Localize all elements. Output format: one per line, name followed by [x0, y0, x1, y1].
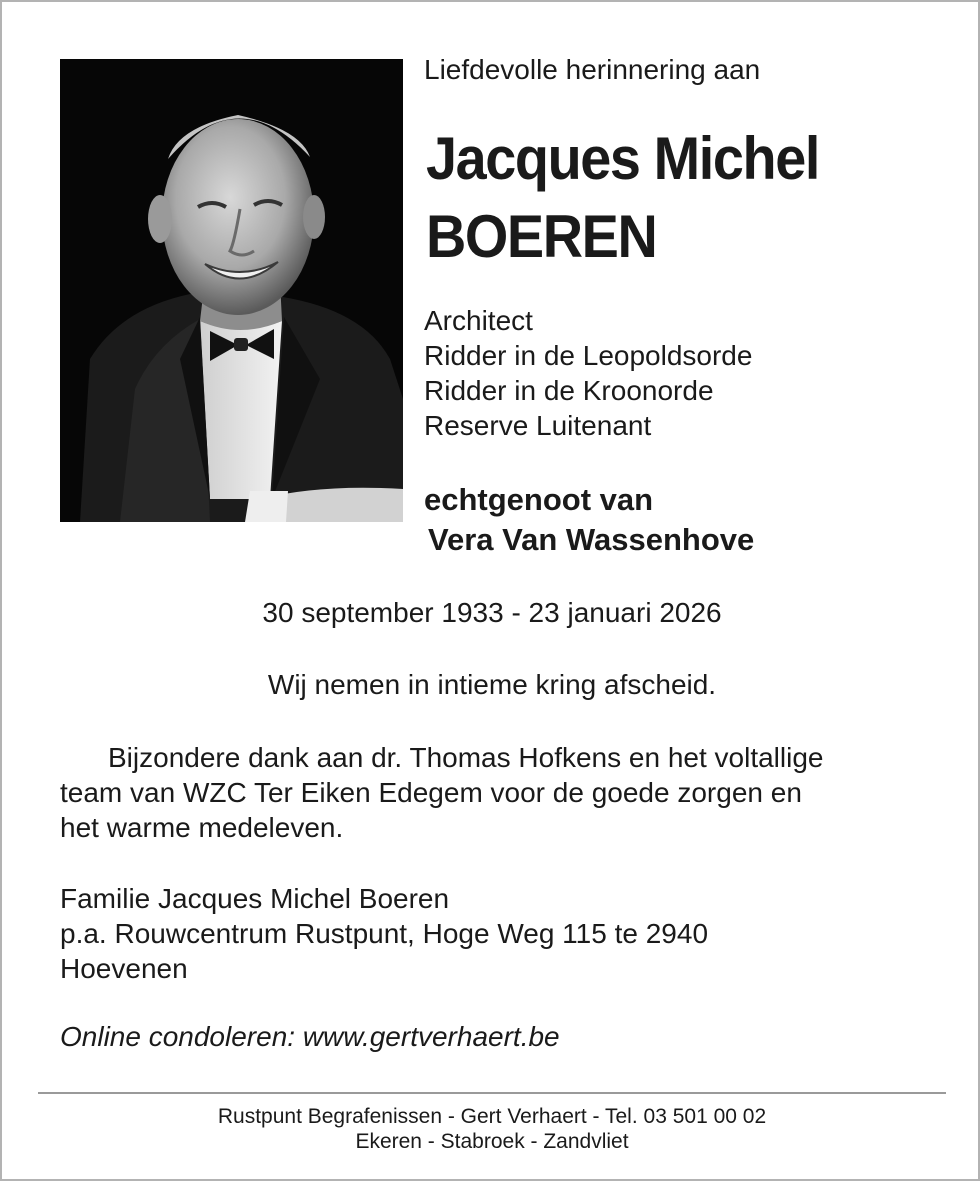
title-item: Architect [424, 305, 533, 336]
footer-line: Ekeren - Stabroek - Zandvliet [355, 1130, 629, 1153]
online-condolence-link[interactable]: Online condoleren: www.gertverhaert.be [60, 1021, 560, 1052]
family-line: Familie Jacques Michel Boeren [60, 883, 450, 914]
footer [2, 1104, 980, 1154]
spouse-name: Vera Van Wassenhove [428, 522, 755, 557]
spouse-label: echtgenoot van [424, 482, 654, 517]
family-line: p.a. Rouwcentrum Rustpunt, Hoge Weg 115 te 2940 [60, 918, 709, 949]
thanks-line: team van WZC Ter Eiken Edegem voor de goede zorgen en [60, 777, 802, 808]
thanks-line: Bijzondere dank aan dr. Thomas Hofkens en het voltallige [108, 742, 824, 773]
thanks-line: het warme medeleven. [60, 812, 344, 843]
life-dates: 30 september 1933 - 23 januari 2026 [262, 597, 722, 628]
farewell-text: Wij nemen in intieme kring afscheid. [267, 669, 717, 700]
footer-divider [38, 1092, 946, 1094]
portrait-photo [60, 59, 403, 522]
footer-line: Rustpunt Begrafenissen - Gert Verhaert - Tel. 03 501 00 02 [217, 1105, 767, 1128]
deceased-name-first: Jacques Michel [426, 125, 819, 192]
family-address [60, 881, 708, 986]
title-item: Ridder in de Kroonorde [424, 375, 714, 406]
intro-text: Liefdevolle herinnering aan [424, 54, 761, 85]
deceased-name-last: BOEREN [426, 203, 657, 270]
family-line: Hoevenen [60, 953, 188, 984]
title-item: Ridder in de Leopoldsorde [424, 340, 753, 371]
titles-list [424, 303, 752, 443]
portrait-image [60, 59, 403, 522]
title-item: Reserve Luitenant [424, 410, 652, 441]
thanks-paragraph [60, 740, 940, 845]
